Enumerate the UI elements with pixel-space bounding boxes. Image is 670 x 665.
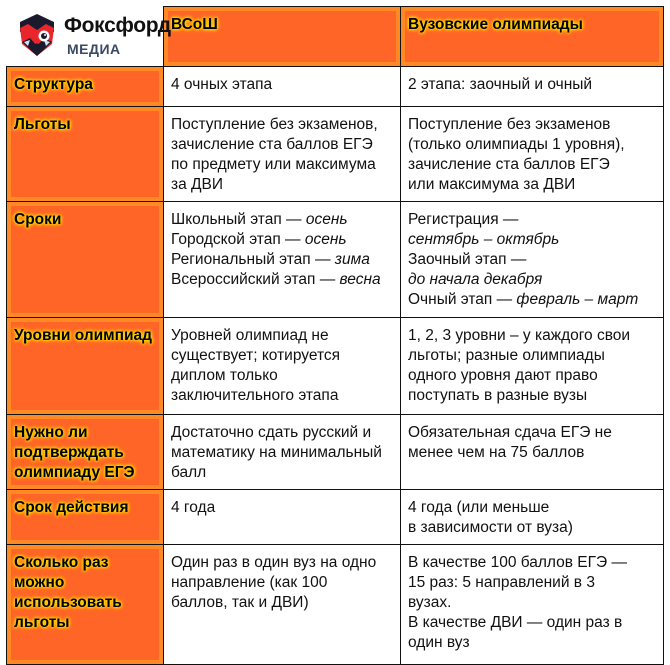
fox-mascot-icon [14, 12, 60, 58]
stage-name: Городской этап — [171, 231, 305, 248]
cell-line: в зависимости от вуза) [408, 519, 573, 536]
stage-name: Региональный этап — [171, 251, 335, 268]
cell-line: существует; котируется [171, 347, 341, 364]
cell-vsosh [164, 67, 401, 107]
row-header: Льготы [7, 107, 164, 202]
stage-name: Очный этап — [408, 291, 517, 308]
stage-period: сентябрь – октябрь [408, 231, 560, 248]
logo-sub-text: МЕДИА [67, 41, 121, 57]
cell-vuz [401, 490, 664, 545]
table-row [7, 415, 664, 490]
row-header: Сколько раз можно использовать льготы [7, 545, 164, 665]
column-header-vsosh: ВСоШ [164, 7, 401, 67]
cell-line: зачисление ста баллов ЕГЭ [171, 136, 373, 153]
cell-line: Уровней олимпиад не [171, 327, 329, 344]
column-header-vuz: Вузовские олимпиады [401, 7, 664, 67]
cell-line: или максимума за ДВИ [408, 176, 576, 193]
cell-vuz [401, 67, 664, 107]
cell-vsosh [164, 202, 401, 318]
cell-line: математику на минимальный [171, 444, 382, 461]
cell-line: одного уровня дают право [408, 367, 598, 384]
cell-line [408, 250, 656, 270]
cell-vsosh [164, 415, 401, 490]
cell-line: балл [171, 464, 207, 481]
cell-vuz [401, 415, 664, 490]
cell-line: Обязательная сдача ЕГЭ не [408, 424, 612, 441]
cell-line: (только олимпиады 1 уровня), [408, 136, 625, 153]
stage-period: до начала декабря [408, 271, 543, 288]
cell-vuz [401, 107, 664, 202]
cell-line: Достаточно сдать русский и [171, 424, 372, 441]
cell-line [408, 230, 656, 250]
cell-line: по предмету или максимума [171, 156, 376, 173]
table-row [7, 107, 664, 202]
row-header: Сроки [7, 202, 164, 318]
row-header: Структура [7, 67, 164, 107]
cell-line: В качестве 100 баллов ЕГЭ — [408, 554, 627, 571]
stage-period: весна [339, 271, 381, 288]
cell-line: 2 этапа: заочный и очный [408, 76, 593, 93]
cell-line: диплом только [171, 367, 278, 384]
cell-line: направление (как 100 [171, 574, 328, 591]
cell-line [171, 270, 393, 290]
cell-vuz [401, 318, 664, 415]
logo-brand-text: Фоксфорд [64, 14, 171, 37]
table-row [7, 202, 664, 318]
row-header: Срок действия [7, 490, 164, 545]
cell-line: 4 года (или меньше [408, 499, 550, 516]
cell-line: зачисление ста баллов ЕГЭ [408, 156, 610, 173]
cell-line: за ДВИ [171, 176, 224, 193]
stage-period: осень [304, 231, 347, 248]
cell-line [171, 250, 393, 270]
stage-period: осень [305, 211, 348, 228]
cell-vuz [401, 202, 664, 318]
cell-line: вузах. [408, 594, 452, 611]
cell-line: один вуз [408, 634, 470, 651]
cell-vsosh [164, 107, 401, 202]
cell-line: Поступление без экзаменов, [171, 116, 378, 133]
cell-line [408, 290, 656, 310]
table-row [7, 318, 664, 415]
cell-vuz [401, 545, 664, 665]
cell-line: 4 очных этапа [171, 76, 273, 93]
stage-period: зима [334, 251, 370, 268]
row-header: Нужно ли подтверждать олимпиаду ЕГЭ [7, 415, 164, 490]
cell-line: 1, 2, 3 уровни – у каждого свои [408, 327, 631, 344]
cell-vsosh [164, 545, 401, 665]
row-header: Уровни олимпиад [7, 318, 164, 415]
cell-line [408, 210, 656, 230]
cell-line: В качестве ДВИ — один раз в [408, 614, 623, 631]
cell-line [408, 270, 656, 290]
stage-period: февраль – март [516, 291, 639, 308]
cell-line: Поступление без экзаменов [408, 116, 611, 133]
stage-name: Школьный этап — [171, 211, 306, 228]
cell-line: поступать в разные вузы [408, 387, 588, 404]
cell-vsosh [164, 318, 401, 415]
foxford-media-logo [12, 10, 171, 60]
cell-line: баллов, так и ДВИ) [171, 594, 309, 611]
stage-name: Заочный этап — [408, 251, 527, 268]
cell-line [171, 210, 393, 230]
table-row [7, 67, 664, 107]
table-row [7, 490, 664, 545]
cell-line: 4 года [171, 499, 216, 516]
cell-line: менее чем на 75 баллов [408, 444, 585, 461]
cell-line: заключительного этапа [171, 387, 339, 404]
stage-name: Всероссийский этап — [171, 271, 340, 288]
table-row [7, 545, 664, 665]
cell-line [171, 230, 393, 250]
cell-line: 15 раз: 5 направлений в 3 [408, 574, 595, 591]
stage-name: Регистрация — [408, 211, 519, 228]
cell-line: льготы; разные олимпиады [408, 347, 605, 364]
cell-vsosh [164, 490, 401, 545]
comparison-table [6, 6, 664, 665]
cell-line: Один раз в один вуз на одно [171, 554, 377, 571]
